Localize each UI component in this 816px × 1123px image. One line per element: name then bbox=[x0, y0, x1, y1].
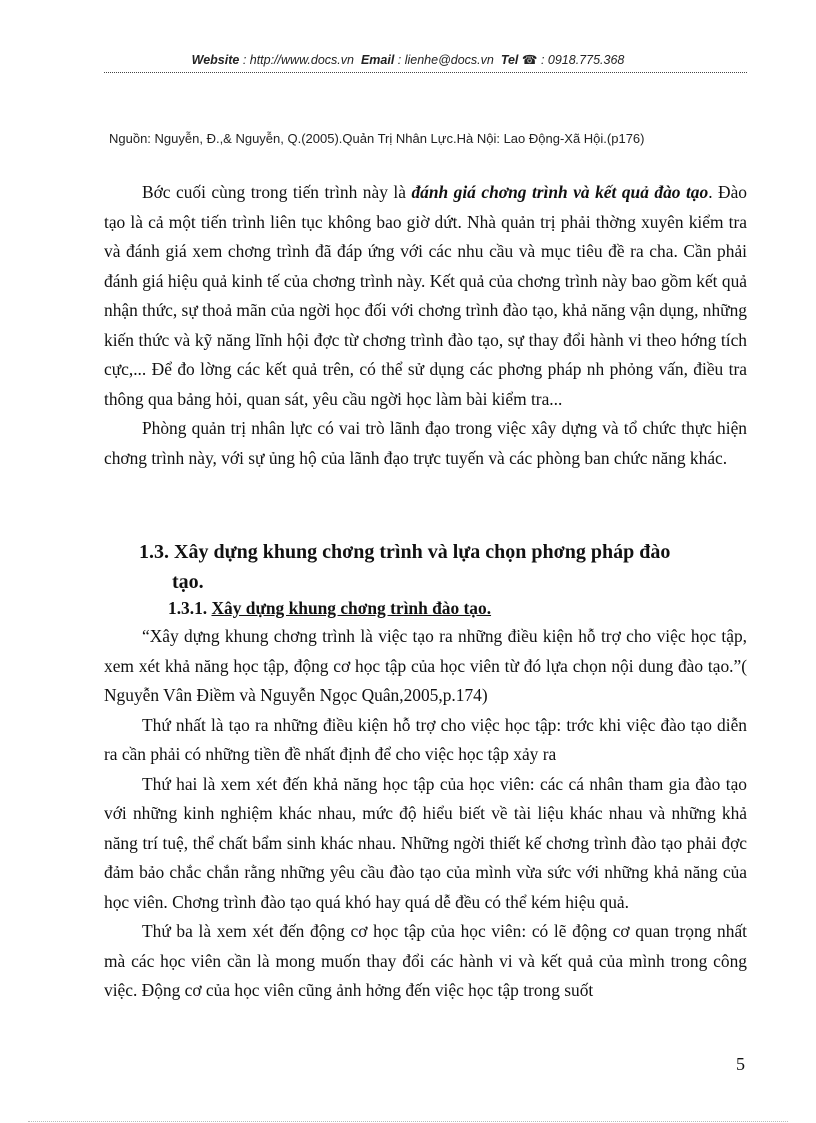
website-value: : http://www.docs.vn bbox=[242, 53, 354, 67]
heading-1-3-1-title: Xây dựng khung chơng trình đào tạo. bbox=[211, 598, 492, 618]
page-header bbox=[0, 52, 816, 67]
heading-1-3-line1: 1.3. Xây dựng khung chơng trình và lựa chọn phơng pháp đào bbox=[139, 541, 671, 563]
email-label: Email bbox=[360, 53, 395, 67]
heading-1-3-1-number: 1.3.1. bbox=[168, 598, 212, 618]
paragraph-third: Thứ ba là xem xét đến động cơ học tập của học viên: có lẽ động cơ quan trọng nhất mà các học viên cần là mong muốn thay đổi các hành vi và kết quả của mình trong công việc. Động cơ của học viên cũng ảnh hởng đến việc học tập trong suốt bbox=[104, 921, 747, 1000]
paragraph-evaluation-rest: . Đào tạo là cả một tiến trình liên tục không bao giờ dứt. Nhà quản trị phải thờng xuyên kiểm tra và đánh giá xem chơng trình đã đáp ứng với các nhu cầu và mục tiêu đề ra cha. Cần phải đánh giá hiệu quả kinh tế của chơng trình này. Kết quả của chơng trình này bao gồm kết quả nhận thức, sự thoả mãn của ngời học đối với chơng trình đào tạo, khả năng vận dụng, những kiến thức và kỹ năng lĩnh hội đợc từ chơng trình đào tạo, sự thay đổi hành vi theo hớng tích cực,... Để đo lờng các kết quả trên, có thể sử dụng các phơng pháp nh phỏng vấn, điều tra thông qua bảng hỏi, quan sát, yêu cầu ngời học làm bài kiểm tra... bbox=[104, 182, 747, 409]
footer-divider bbox=[28, 1121, 788, 1122]
heading-1-3-line2: tạo. bbox=[172, 571, 204, 593]
page-number: 5 bbox=[736, 1054, 745, 1074]
section-body-bottom bbox=[104, 622, 747, 1006]
tel-label: Tel ☎ bbox=[500, 53, 538, 67]
paragraph-evaluation bbox=[104, 178, 747, 414]
paragraph-hr-role: Phòng quản trị nhân lực có vai trò lãnh đạo trong việc xây dựng và tổ chức thực hiện chơng trình này, với sự ủng hộ của lãnh đạo trực tuyến và các phòng ban chức năng khác. bbox=[104, 418, 747, 468]
paragraph-evaluation-lead: Bớc cuối cùng trong tiến trình này là bbox=[142, 182, 412, 202]
source-citation: Nguồn: Nguyễn, Đ.,& Nguyễn, Q.(2005).Quản Trị Nhân Lực.Hà Nội: Lao Động-Xã Hội.(p176) bbox=[109, 131, 645, 146]
tel-value: : 0918.775.368 bbox=[540, 53, 625, 67]
heading-1-3-1 bbox=[168, 598, 491, 619]
email-value: : lienhe@docs.vn bbox=[397, 53, 494, 67]
paragraph-definition-quote: “Xây dựng khung chơng trình là việc tạo ra những điều kiện hỗ trợ cho việc học tập, xem xét khả năng học tập, động cơ học tập của học viên từ đó lựa chọn nội dung đào tạo.”( Nguyễn Vân Điềm và Nguyễn Ngọc Quân,2005,p.174) bbox=[104, 626, 747, 705]
section-body-top bbox=[104, 178, 747, 473]
website-label: Website bbox=[191, 53, 240, 67]
paragraph-evaluation-emphasis: đánh giá chơng trình và kết quả đào tạo bbox=[411, 182, 709, 202]
header-divider bbox=[104, 72, 747, 73]
paragraph-first: Thứ nhất là tạo ra những điều kiện hỗ trợ cho việc học tập: trớc khi việc đào tạo diễn ra cần phải có những tiền đề nhất định để cho việc học tập xảy ra bbox=[104, 714, 747, 764]
paragraph-second: Thứ hai là xem xét đến khả năng học tập của học viên: các cá nhân tham gia đào tạo với những kinh nghiệm khác nhau, mức độ hiểu biết về tài liệu khác nhau và những khả năng trí tuệ, thể chất bẩm sinh khác nhau. Những ngời thiết kế chơng trình đào tạo phải đợc đảm bảo chắc chắn rằng những yêu cầu đào tạo của mình vừa sức với những khả năng của học viên. Chơng trình đào tạo quá khó hay quá dễ đều có thể kém hiệu quả. bbox=[104, 773, 747, 912]
heading-1-3 bbox=[139, 537, 749, 597]
